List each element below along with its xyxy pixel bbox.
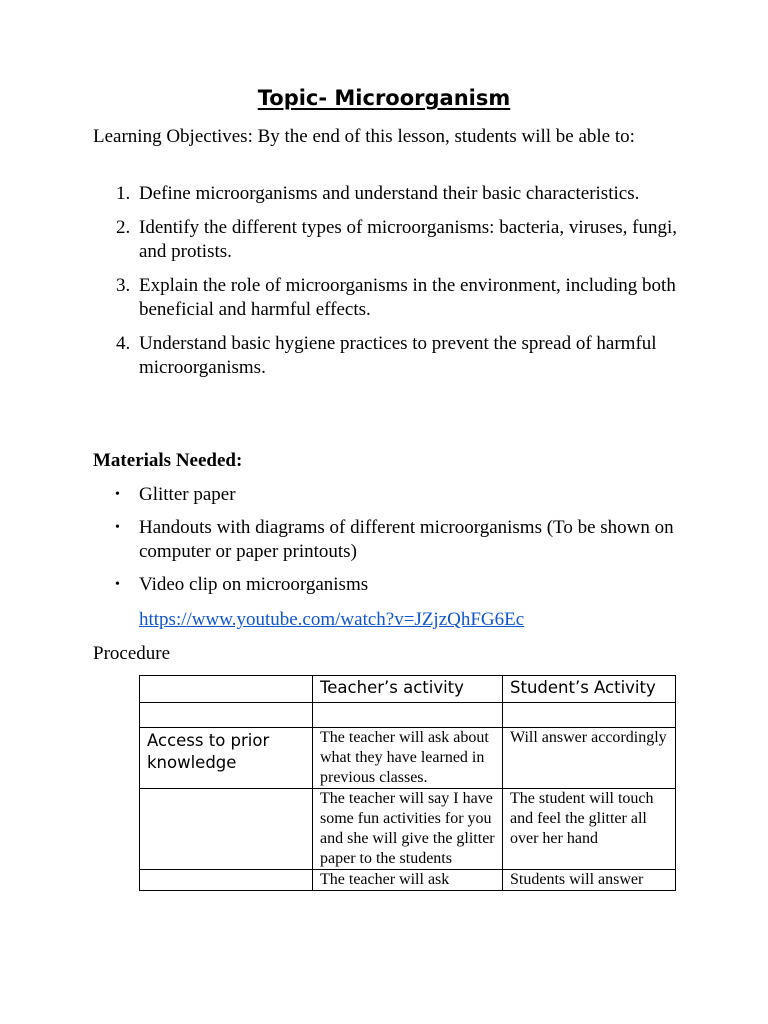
procedure-table xyxy=(139,675,676,891)
bullet-icon: • xyxy=(115,487,120,502)
table-cell xyxy=(140,789,313,870)
table-row xyxy=(140,870,676,891)
table-cell: Access to prior knowledge xyxy=(140,728,313,789)
page-title: Topic- Microorganism xyxy=(257,86,511,110)
procedure-label: Procedure xyxy=(93,643,171,664)
table-cell xyxy=(503,703,676,728)
objectives-intro: Learning Objectives: By the end of this lesson, students will be able to: xyxy=(93,126,635,147)
materials-heading: Materials Needed: xyxy=(93,450,243,471)
table-cell: Students will answer xyxy=(503,870,676,891)
objective-item xyxy=(93,182,683,206)
objective-item xyxy=(93,332,683,380)
material-item xyxy=(93,516,683,564)
material-text: Handouts with diagrams of different microorganisms (To be shown on computer or paper printouts) xyxy=(139,517,674,562)
material-text: Glitter paper xyxy=(139,484,236,505)
table-cell: The teacher will ask xyxy=(313,870,503,891)
table-cell: Will answer accordingly xyxy=(503,728,676,789)
objective-item xyxy=(93,216,683,264)
table-cell xyxy=(140,870,313,891)
table-row xyxy=(140,789,676,870)
table-cell: The student will touch and feel the glitter all over her hand xyxy=(503,789,676,870)
objective-number: 3. xyxy=(116,275,131,296)
objective-text: Understand basic hygiene practices to prevent the spread of harmful microorganisms. xyxy=(139,333,657,378)
objective-text: Explain the role of microorganisms in the environment, including both beneficial and harmful effects. xyxy=(139,275,676,320)
objective-number: 4. xyxy=(116,333,131,354)
table-header-cell: Student’s Activity xyxy=(503,676,676,703)
material-item xyxy=(93,573,683,597)
table-header-cell xyxy=(140,676,313,703)
bullet-icon: • xyxy=(115,577,120,592)
bullet-icon: • xyxy=(115,520,120,535)
materials-list xyxy=(93,483,683,606)
table-cell xyxy=(313,703,503,728)
objectives-list xyxy=(93,182,683,390)
table-cell: The teacher will say I have some fun activities for you and she will give the glitter paper to the students xyxy=(313,789,503,870)
material-text: Video clip on microorganisms xyxy=(139,574,369,595)
table-cell: The teacher will ask about what they have learned in previous classes. xyxy=(313,728,503,789)
video-link[interactable]: https://www.youtube.com/watch?v=JZjzQhFG6Ec xyxy=(139,609,525,630)
objective-text: Identify the different types of microorganisms: bacteria, viruses, fungi, and protists. xyxy=(139,217,678,262)
objective-text: Define microorganisms and understand their basic characteristics. xyxy=(139,183,640,204)
objective-number: 2. xyxy=(116,217,131,238)
table-cell xyxy=(140,703,313,728)
table-header-cell: Teacher’s activity xyxy=(313,676,503,703)
objective-item xyxy=(93,274,683,322)
table-row xyxy=(140,728,676,789)
material-item xyxy=(93,483,683,507)
table-header-row xyxy=(140,676,676,703)
objective-number: 1. xyxy=(116,183,131,204)
table-row xyxy=(140,703,676,728)
